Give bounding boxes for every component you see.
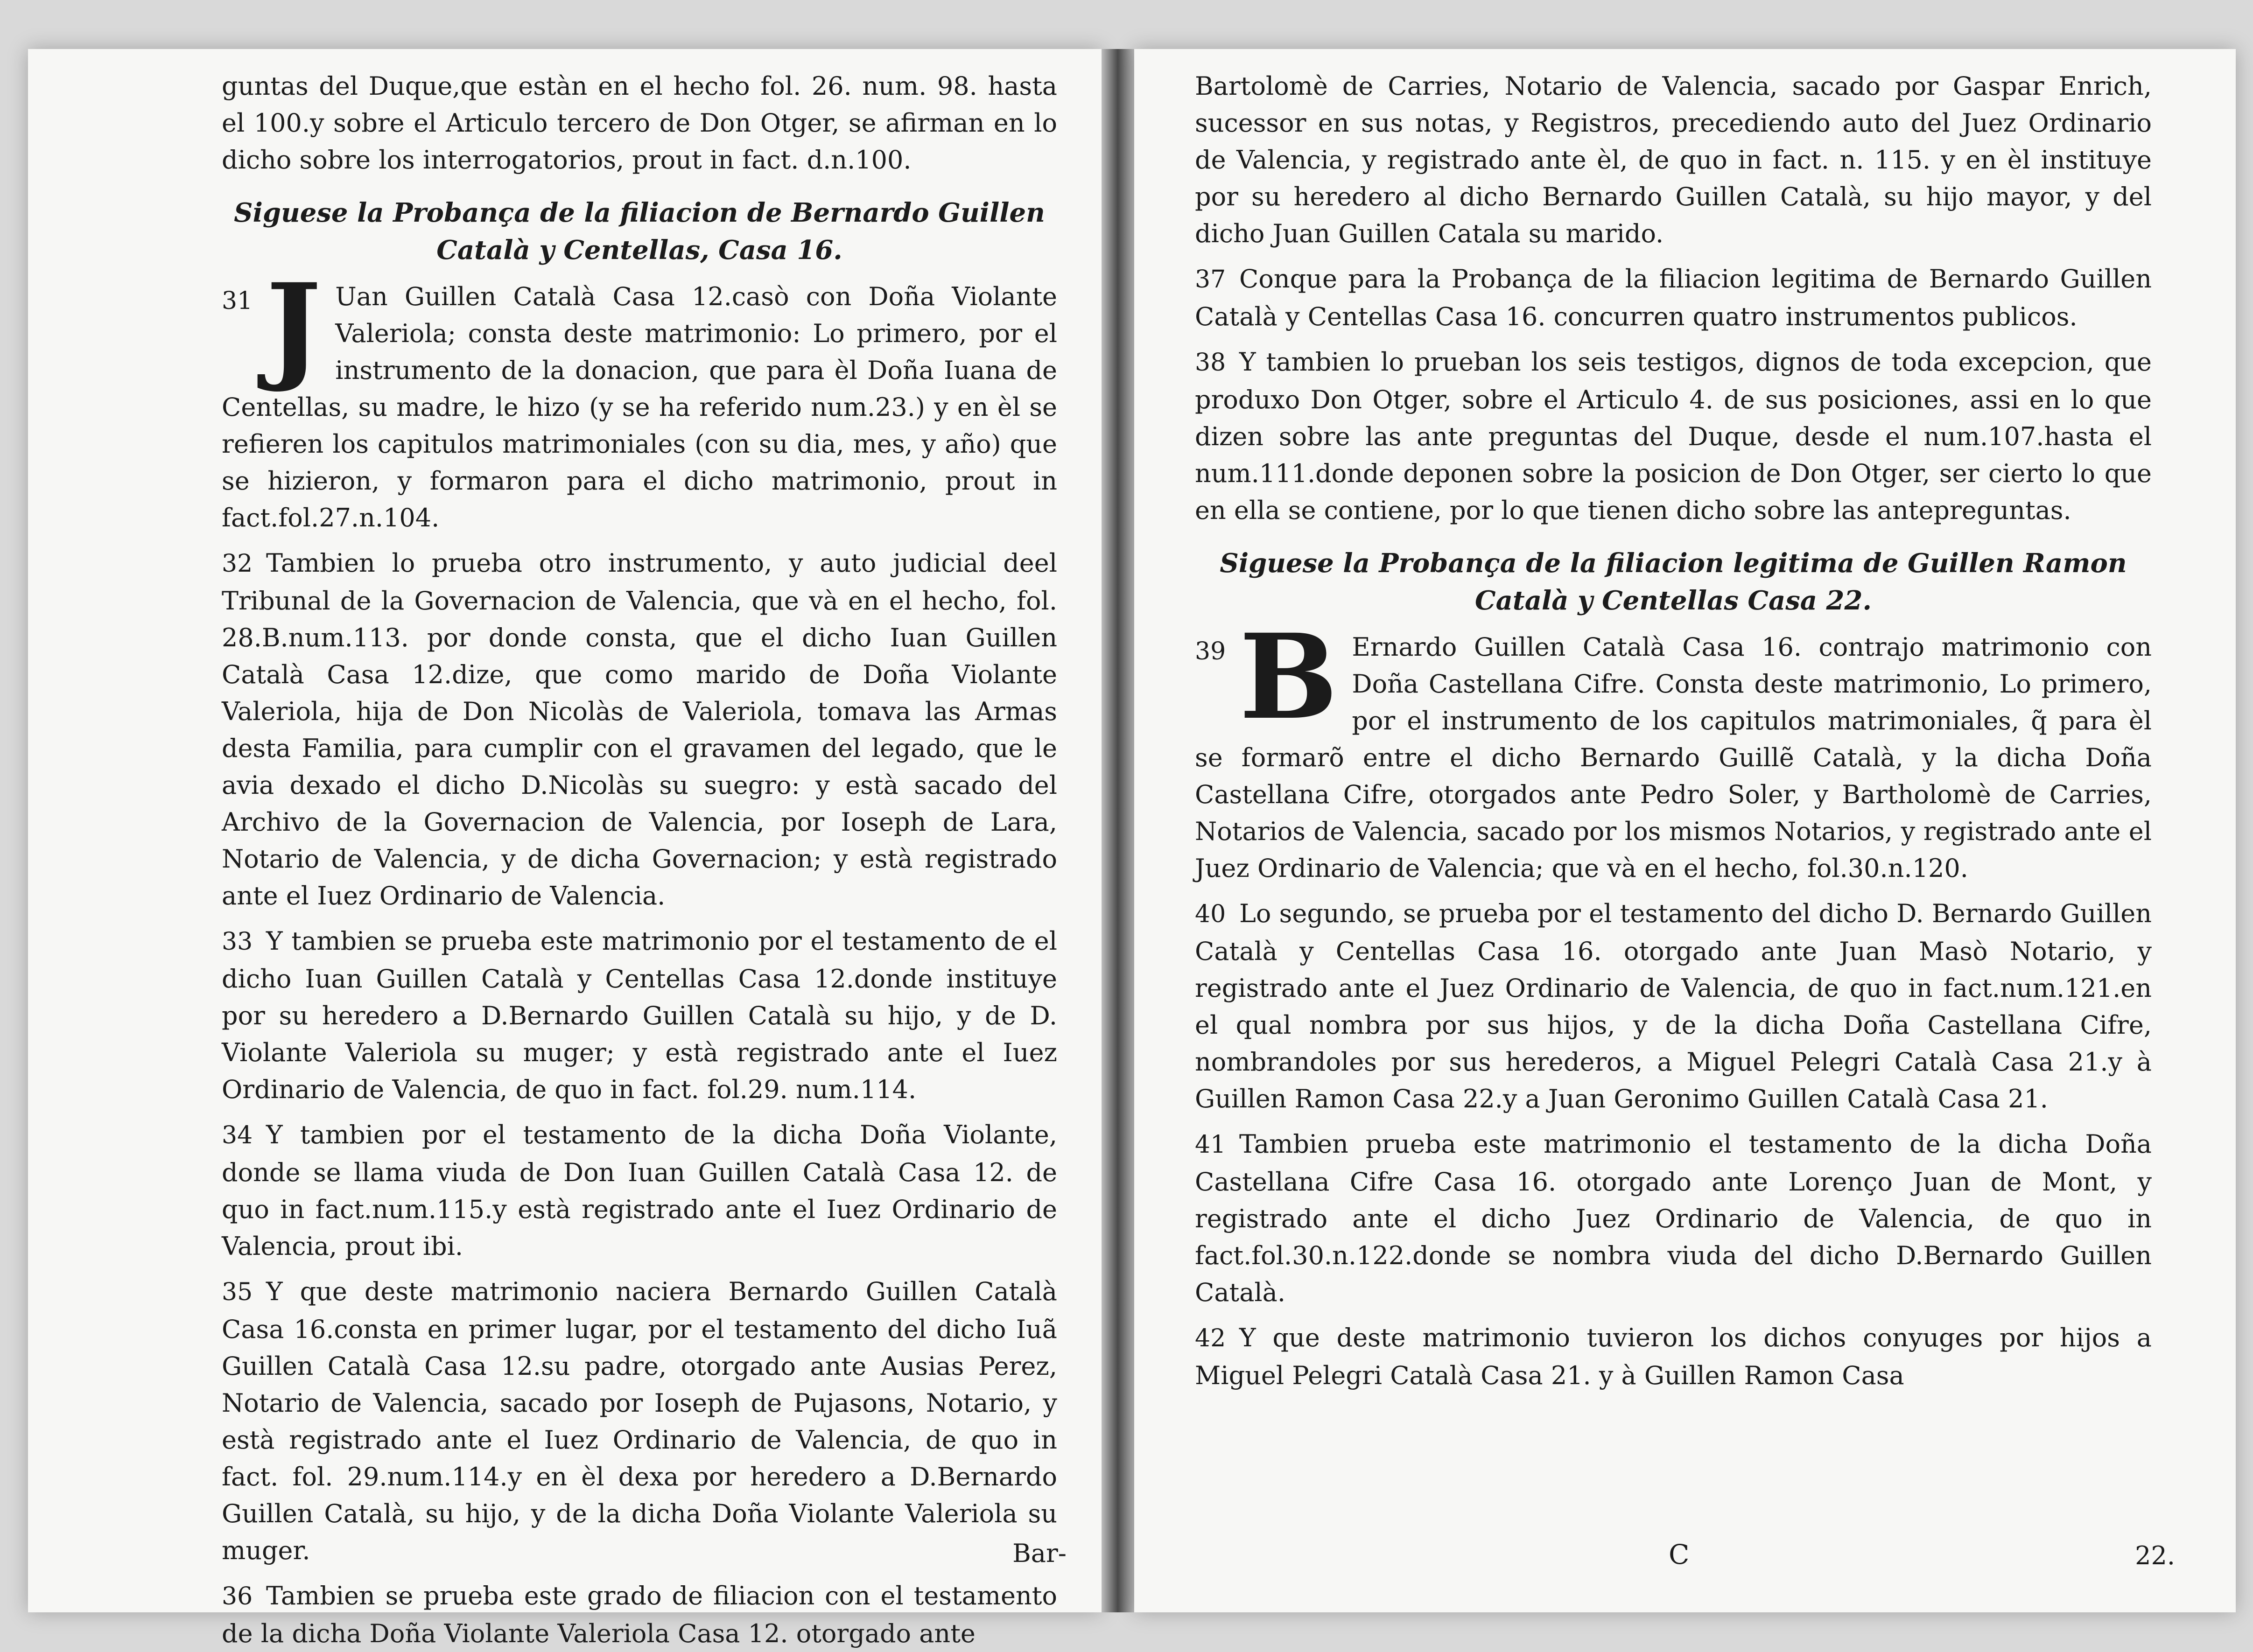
paragraph-number: 34 bbox=[222, 1121, 253, 1149]
catchword: Bar- bbox=[1012, 1539, 1067, 1568]
paragraph-number: 37 bbox=[1195, 266, 1226, 294]
drop-cap: J bbox=[266, 258, 322, 395]
right-page bbox=[1134, 49, 2236, 1612]
paragraph-number: 33 bbox=[222, 928, 253, 956]
paragraph-32 bbox=[222, 545, 1057, 914]
paragraph-41 bbox=[1195, 1126, 2152, 1311]
paragraph-33 bbox=[222, 923, 1057, 1108]
paragraph-text: Tambien lo prueba otro instrumento, y auto judicial deel Tribunal de la Governacion de Valencia, que và en el hecho, fol. 28.B.num.113. por donde consta, que el dicho Iuan Guillen Català Casa 12.dize, que como marido de Doña Violante Valeriola, hija de Don Nicolàs de Valeriola, tomava las Armas desta Familia, para cumplir con el gravamen del legado, que le avia dexado el dicho D.Nicolàs su suegro: y està sacado del Archivo de la Governacion de Valencia, por Ioseph de Lara, Notario de Valencia, y de dicha Governacion; y està registrado ante el Iuez Ordinario de Valencia. bbox=[222, 548, 1057, 910]
right-text-column bbox=[1195, 68, 2152, 1394]
continuation-text: Bartolomè de Carries, Notario de Valencia, sacado por Gaspar Enrich, sucessor en sus notas, y Registros, precediendo auto del Juez Ordinario de Valencia, y registrado ante èl, de quo in fact. n. 115. y en èl instituye por su heredero al dicho Bernardo Guillen Català, su hijo mayor, y del dicho Juan Guillen Catala su marido. bbox=[1195, 71, 2152, 248]
paragraph-text: Y que deste matrimonio naciera Bernardo Guillen Català Casa 16.consta en primer lugar, por el testamento del dicho Iuã Guillen Català Casa 12.su padre, otorgado ante Ausias Perez, Notario de Valencia, sacado por Ioseph de Pujasons, Notario, y està registrado ante el Iuez Ordinario de Valencia, de quo in fact. fol. 29.num.114.y en èl dexa por heredero a D.Bernardo Guillen Català, su hijo, y de la dicha Doña Violante Valeriola su muger. bbox=[222, 1277, 1057, 1565]
section-heading: Siguese la Probança de la filiacion de Bernardo Guillen Català y Centellas, Casa 16. bbox=[234, 197, 1045, 266]
paragraph-number: 36 bbox=[222, 1582, 253, 1610]
section-heading: Siguese la Probança de la filiacion legitima de Guillen Ramon Català y Centellas Casa 22. bbox=[1220, 548, 2127, 616]
drop-cap: B bbox=[1239, 608, 1338, 745]
paragraph-text: Tambien prueba este matrimonio el testamento de la dicha Doña Castellana Cifre Casa 16. otorgado ante Lorenço Juan de Mont, y registrado ante el dicho Juez Ordinario de Valencia, de quo in fact.fol.30.n.122.donde se nombra viuda del dicho D.Bernardo Guillen Català. bbox=[1195, 1129, 2152, 1307]
paragraph-number: 35 bbox=[222, 1278, 253, 1306]
paragraph-text: Ernardo Guillen Català Casa 16. contrajo matrimonio con Doña Castellana Cifre. Consta deste matrimonio, Lo primero, por el instrumento de los capitulos matrimoniales, q̃ para èl se formarõ entre el dicho Bernardo Guillẽ Català, y la dicha Doña Castellana Cifre, otorgados ante Pedro Soler, y Bartholomè de Carries, Notarios de Valencia, sacado por los mismos Notarios, y registrado ante el Juez Ordinario de Valencia; que và en el hecho, fol.30.n.120. bbox=[1195, 632, 2152, 883]
paragraph-37 bbox=[1195, 260, 2152, 335]
paragraph-40 bbox=[1195, 895, 2152, 1117]
paragraph-36 bbox=[222, 1577, 1057, 1652]
paragraph-31 bbox=[222, 258, 1057, 536]
paragraph-number: 41 bbox=[1195, 1131, 1226, 1159]
paragraph-number: 42 bbox=[1195, 1324, 1226, 1352]
paragraph-number: 31 bbox=[222, 287, 253, 315]
book-gutter bbox=[1102, 49, 1134, 1612]
paragraph-text: Y tambien se prueba este matrimonio por el testamento de el dicho Iuan Guillen Català y Centellas Casa 12.donde instituye por su heredero a D.Bernardo Guillen Català su hijo, y de D. Violante Valeriola su muger; y està registrado ante el Iuez Ordinario de Valencia, de quo in fact. fol.29. num.114. bbox=[222, 926, 1057, 1104]
catchword: 22. bbox=[2135, 1541, 2175, 1570]
paragraph-text: Conque para la Probança de la filiacion legitima de Bernardo Guillen Català y Centellas Casa 16. concurren quatro instrumentos publicos. bbox=[1195, 264, 2152, 331]
paragraph-text: Tambien se prueba este grado de filiacion con el testamento de la dicha Doña Violante Valeriola Casa 12. otorgado ante bbox=[222, 1581, 1057, 1648]
paragraph-text: Uan Guillen Català Casa 12.casò con Doña Violante Valeriola; consta deste matrimonio: Lo primero, por el instrumento de la donacion, que para èl Doña Iuana de Centellas, su madre, le hizo (y se ha referido num.23.) y en èl se refieren los capitulos matrimoniales (con su dia, mes, y año) que se hizieron, y formaron para el dicho matrimonio, prout in fact.fol.27.n.104. bbox=[222, 282, 1057, 532]
paragraph-text: Y tambien lo prueban los seis testigos, dignos de toda excepcion, que produxo Don Otger, sobre el Articulo 4. de sus posiciones, assi en lo que dizen sobre las ante preguntas del Duque, desde el num.107.hasta el num.111.donde deponen sobre la posicion de Don Otger, ser cierto lo que en ella se contiene, por lo que tienen dicho sobre las antepreguntas. bbox=[1195, 347, 2152, 525]
paragraph-42 bbox=[1195, 1319, 2152, 1394]
paragraph-39 bbox=[1195, 608, 2152, 887]
paragraph-number: 32 bbox=[222, 550, 253, 578]
paragraph-34 bbox=[222, 1116, 1057, 1265]
paragraph-text: Y tambien por el testamento de la dicha Doña Violante, donde se llama viuda de Don Iuan Guillen Català Casa 12. de quo in fact.num.115.y està registrado ante el Iuez Ordinario de Valencia, prout ibi. bbox=[222, 1120, 1057, 1261]
paragraph-number: 38 bbox=[1195, 349, 1226, 377]
paragraph-number: 39 bbox=[1195, 637, 1226, 665]
paragraph-35 bbox=[222, 1273, 1057, 1569]
paragraph-number: 40 bbox=[1195, 900, 1226, 928]
paragraph-38 bbox=[1195, 343, 2152, 529]
left-page bbox=[28, 49, 1102, 1648]
paragraph-text: Y que deste matrimonio tuvieron los dichos conyuges por hijos a Miguel Pelegri Català Casa 21. y à Guillen Ramon Casa bbox=[1195, 1323, 2152, 1390]
paragraph-text: Lo segundo, se prueba por el testamento del dicho D. Bernardo Guillen Català y Centellas Casa 16. otorgado ante Juan Masò Notario, y registrado ante el Juez Ordinario de Valencia, de quo in fact.num.121.en el qual nombra por sus hijos, y de la dicha Doña Castellana Cifre, nombrandoles por sus herederos, a Miguel Pelegri Català Casa 21.y à Guillen Ramon Casa 22.y a Juan Geronimo Guillen Català Casa 21. bbox=[1195, 899, 2152, 1113]
signature-mark: C bbox=[1669, 1539, 1690, 1570]
left-text-column bbox=[222, 68, 1057, 1652]
continuation-text: guntas del Duque,que estàn en el hecho fol. 26. num. 98. hasta el 100.y sobre el Articulo tercero de Don Otger, se afirman en lo dicho sobre los interrogatorios, prout in fact. d.n.100. bbox=[222, 71, 1057, 175]
